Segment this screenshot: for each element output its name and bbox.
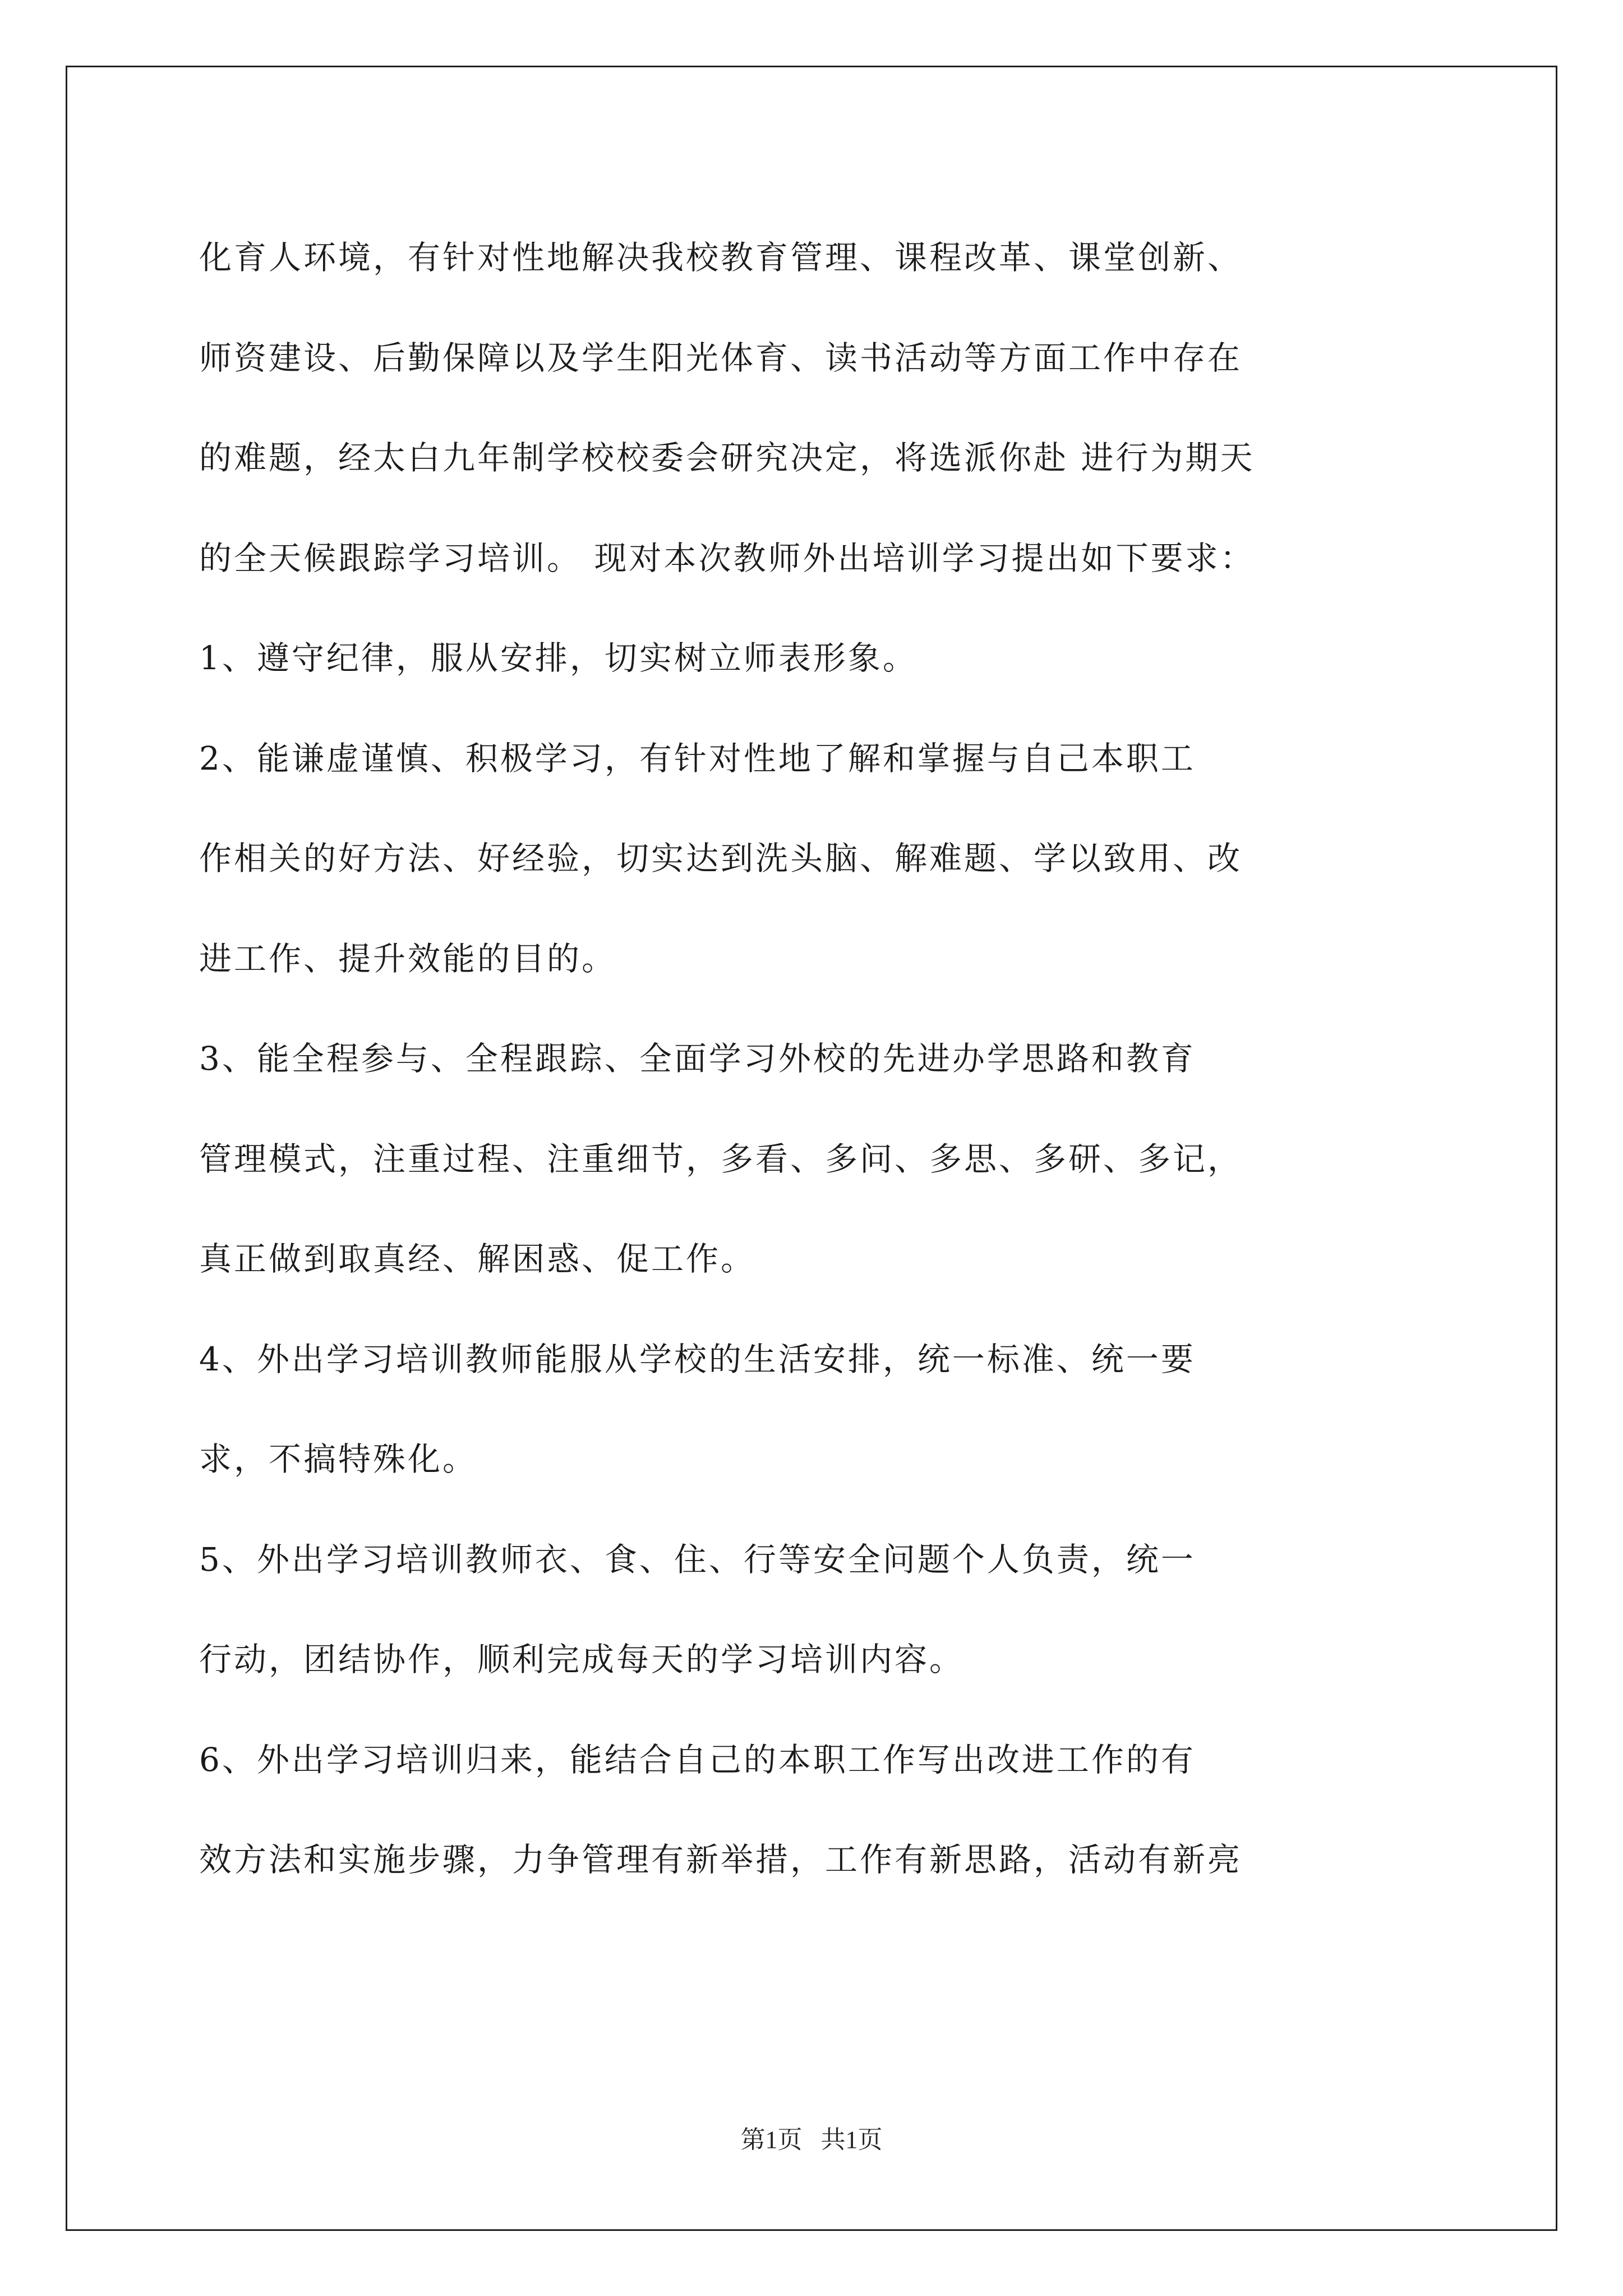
- text-line: 效方法和实施步骤，力争管理有新举措，工作有新思路，活动有新亮: [199, 1841, 1243, 1879]
- text-line: 的难题，经太白九年制学校校委会研究决定，将选派你赴 进行为期天: [199, 439, 1255, 477]
- list-item-3: 3、能全程参与、全程跟踪、全面学习外校的先进办学思路和教育: [199, 1039, 1196, 1078]
- text-line: 求，不搞特殊化。: [199, 1440, 478, 1478]
- list-item-2: 2、能谦虚谨慎、积极学习，有针对性地了解和掌握与自己本职工: [199, 739, 1196, 777]
- text-line: 化育人环境，有针对性地解决我校教育管理、课程改革、课堂创新、: [199, 238, 1243, 277]
- page-footer: 第1页 共1页: [740, 2126, 883, 2154]
- list-item-4: 4、外出学习培训教师能服从学校的生活安排，统一标准、统一要: [199, 1340, 1196, 1378]
- list-item-1: 1、遵守纪律，服从安排，切实树立师表形象。: [199, 639, 917, 677]
- text-line: 作相关的好方法、好经验，切实达到洗头脑、解难题、学以致用、改: [199, 839, 1243, 877]
- text-line: 管理模式，注重过程、注重细节，多看、多问、多思、多研、多记，: [199, 1139, 1243, 1178]
- text-line: 进工作、提升效能的目的。: [199, 939, 617, 978]
- document-body: [199, 208, 1450, 1910]
- list-item-5: 5、外出学习培训教师衣、食、住、行等安全问题个人负责，统一: [199, 1540, 1196, 1579]
- text-line: 行动，团结协作，顺利完成每天的学习培训内容。: [199, 1640, 965, 1678]
- text-line: 师资建设、后勤保障以及学生阳光体育、读书活动等方面工作中存在: [199, 338, 1243, 377]
- list-item-6: 6、外出学习培训归来，能结合自己的本职工作写出改进工作的有: [199, 1740, 1196, 1779]
- text-line: 真正做到取真经、解困惑、促工作。: [199, 1240, 756, 1278]
- text-line: 的全天候跟踪学习培训。 现对本次教师外出培训学习提出如下要求：: [199, 539, 1255, 577]
